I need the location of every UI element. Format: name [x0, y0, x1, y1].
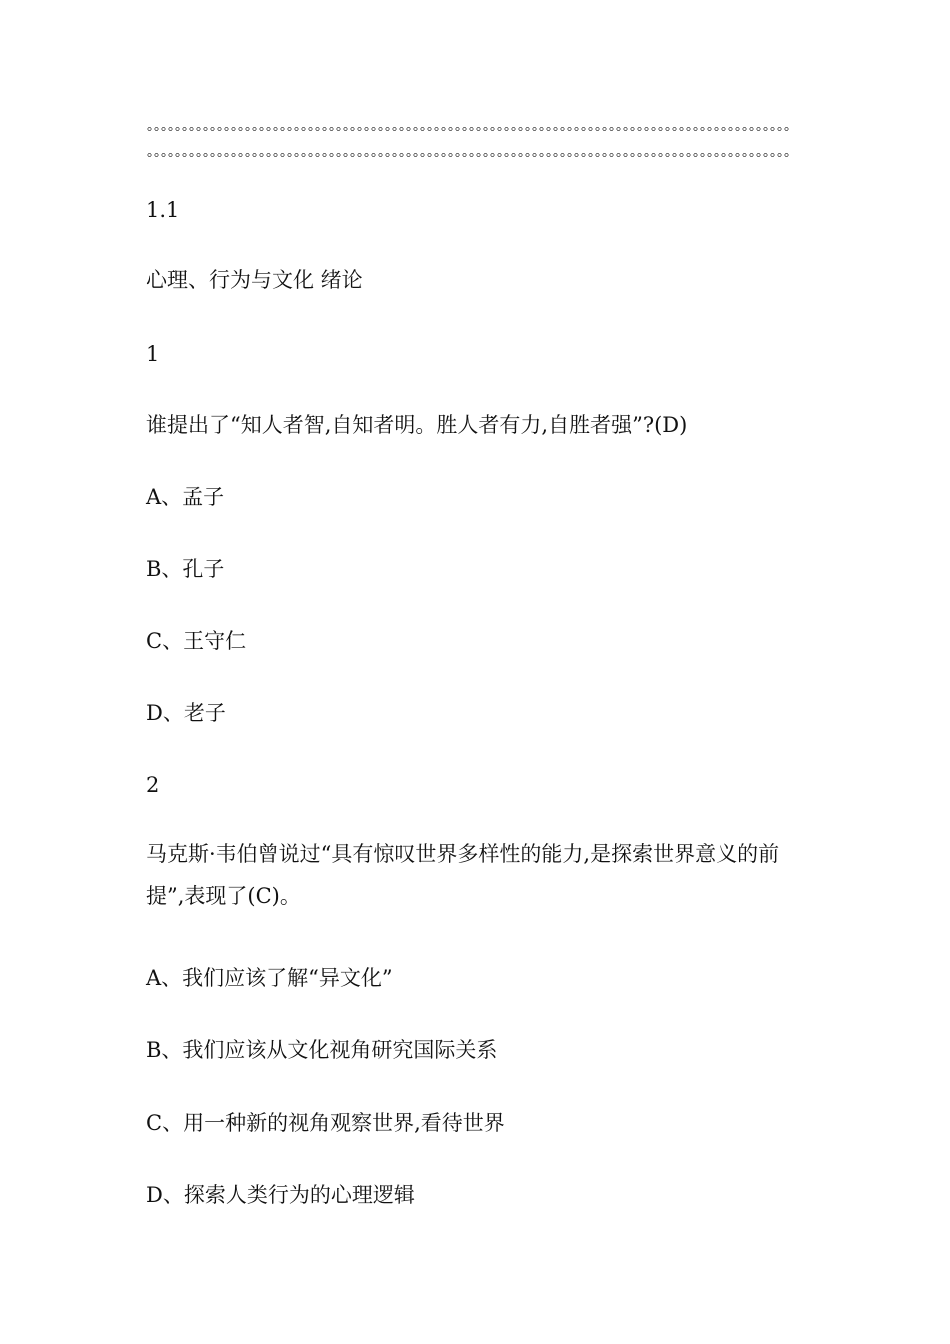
section-title: 心理、行为与文化 绪论	[146, 268, 363, 292]
option-d: D、老子	[146, 701, 226, 725]
option-a: A、孟子	[146, 485, 225, 509]
question-text: 马克斯·韦伯曾说过“具有惊叹世界多样性的能力,是探索世界意义的前提”,表现了(C)。	[146, 842, 780, 908]
option-c: C、用一种新的视角观察世界,看待世界	[146, 1111, 505, 1135]
option-d: D、探索人类行为的心理逻辑	[146, 1183, 415, 1207]
option-b: B、我们应该从文化视角研究国际关系	[146, 1038, 498, 1062]
dotted-divider	[146, 126, 790, 132]
question-text: 谁提出了“知人者智,自知者明。胜人者有力,自胜者强”?(D)	[146, 413, 688, 437]
question-number: 1	[146, 342, 160, 366]
option-b: B、孔子	[146, 557, 225, 581]
question-number: 2	[146, 773, 160, 797]
option-c: C、王守仁	[146, 629, 247, 653]
dotted-divider	[146, 152, 790, 158]
section-number: 1.1	[146, 198, 180, 222]
option-a: A、我们应该了解“异文化”	[146, 966, 393, 990]
